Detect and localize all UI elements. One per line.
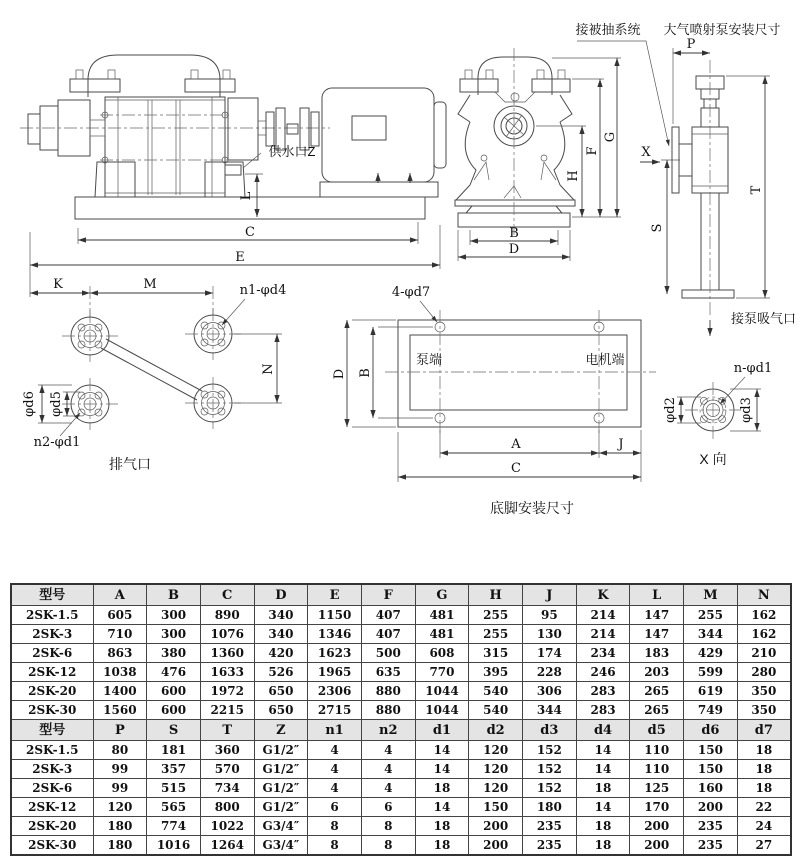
value-cell: 500 xyxy=(361,644,415,663)
value-cell: 650 xyxy=(254,682,308,701)
value-cell: 120 xyxy=(469,760,523,779)
pump-end-label: 泵端 xyxy=(415,352,443,367)
table-header-cell: d3 xyxy=(523,720,577,741)
model-cell: 2SK-1.5 xyxy=(11,741,93,760)
value-cell: 395 xyxy=(469,663,523,682)
value-cell: 1560 xyxy=(93,701,147,720)
table-row xyxy=(11,663,791,682)
value-cell: 476 xyxy=(147,663,201,682)
value-cell: 18 xyxy=(415,836,469,856)
table-header-cell: d5 xyxy=(630,720,684,741)
table-header-cell: Z xyxy=(254,720,308,741)
base-plate-view xyxy=(332,285,656,516)
value-cell: 150 xyxy=(684,741,738,760)
value-cell: 200 xyxy=(469,817,523,836)
table-row xyxy=(11,817,791,836)
model-cell: 2SK-20 xyxy=(11,682,93,701)
value-cell: 429 xyxy=(684,644,738,663)
hole-label-n-d1: n-φd1 xyxy=(733,361,773,376)
value-cell: 2215 xyxy=(200,701,254,720)
dim-d2-label: φd2 xyxy=(663,397,678,423)
model-cell: 2SK-12 xyxy=(11,663,93,682)
dim-N-label: N xyxy=(261,363,276,375)
value-cell: 27 xyxy=(737,836,791,856)
value-cell: 214 xyxy=(576,625,630,644)
value-cell: 18 xyxy=(737,779,791,798)
value-cell: 160 xyxy=(684,779,738,798)
table-row xyxy=(11,682,791,701)
value-cell: 1038 xyxy=(93,663,147,682)
value-cell: 4 xyxy=(361,741,415,760)
value-cell: 181 xyxy=(147,741,201,760)
table-header-cell: d7 xyxy=(737,720,791,741)
value-cell: 18 xyxy=(576,817,630,836)
table-header-cell: 型号 xyxy=(11,584,93,606)
dim-M-label: M xyxy=(143,277,157,292)
value-cell: 1016 xyxy=(147,836,201,856)
dimension-table xyxy=(10,583,792,856)
table-header-cell: F xyxy=(361,584,415,606)
dim-C-base-label: C xyxy=(511,461,521,476)
value-cell: 4 xyxy=(361,760,415,779)
value-cell: 162 xyxy=(737,625,791,644)
value-cell: 360 xyxy=(200,741,254,760)
value-cell: 1022 xyxy=(200,817,254,836)
value-cell: 234 xyxy=(576,644,630,663)
value-cell: 540 xyxy=(469,701,523,720)
table-header-row xyxy=(11,584,791,606)
table-header-cell: T xyxy=(200,720,254,741)
value-cell: 1633 xyxy=(200,663,254,682)
dim-B-front-label: B xyxy=(509,226,519,241)
dim-J-label: J xyxy=(618,437,624,452)
value-cell: 80 xyxy=(93,741,147,760)
value-cell: 18 xyxy=(415,817,469,836)
value-cell: 315 xyxy=(469,644,523,663)
value-cell: 214 xyxy=(576,606,630,625)
value-cell: 635 xyxy=(361,663,415,682)
value-cell: 120 xyxy=(469,741,523,760)
table-header-cell: d2 xyxy=(469,720,523,741)
value-cell: 800 xyxy=(200,798,254,817)
exhaust-port-caption: 排气口 xyxy=(109,456,151,472)
value-cell: 235 xyxy=(684,836,738,856)
value-cell: 350 xyxy=(737,682,791,701)
table-header-cell: G xyxy=(415,584,469,606)
value-cell: 600 xyxy=(147,701,201,720)
value-cell: 4 xyxy=(308,760,362,779)
table-header-cell: S xyxy=(147,720,201,741)
table-row xyxy=(11,836,791,856)
value-cell: 300 xyxy=(147,625,201,644)
x-direction-view xyxy=(663,361,772,467)
value-cell: 8 xyxy=(361,836,415,856)
jet-pump-title: 大气喷射泵安装尺寸 xyxy=(663,22,781,37)
hole-label-4-d7: 4-φd7 xyxy=(391,285,431,300)
value-cell: 619 xyxy=(684,682,738,701)
model-cell: 2SK-6 xyxy=(11,644,93,663)
x-view-caption: X 向 xyxy=(699,451,727,467)
table-row xyxy=(11,625,791,644)
table-header-cell: C xyxy=(200,584,254,606)
table-header-cell: L xyxy=(630,584,684,606)
table-header-cell: D xyxy=(254,584,308,606)
value-cell: 880 xyxy=(361,682,415,701)
dim-L-label: L xyxy=(239,191,254,201)
value-cell: 14 xyxy=(576,760,630,779)
value-cell: 1965 xyxy=(308,663,362,682)
value-cell: 150 xyxy=(684,760,738,779)
value-cell: 228 xyxy=(523,663,577,682)
value-cell: 152 xyxy=(523,779,577,798)
value-cell: 600 xyxy=(147,682,201,701)
value-cell: 120 xyxy=(469,779,523,798)
value-cell: G1/2″ xyxy=(254,798,308,817)
dim-d6-label: φd6 xyxy=(22,391,37,417)
dim-A-label: A xyxy=(511,437,521,452)
value-cell: 210 xyxy=(737,644,791,663)
value-cell: 99 xyxy=(93,779,147,798)
value-cell: 14 xyxy=(576,798,630,817)
value-cell: 203 xyxy=(630,663,684,682)
pump-suction-note: 接泵吸气口 xyxy=(730,311,796,326)
value-cell: 357 xyxy=(147,760,201,779)
table-header-cell: E xyxy=(308,584,362,606)
value-cell: 710 xyxy=(93,625,147,644)
value-cell: 1076 xyxy=(200,625,254,644)
value-cell: 420 xyxy=(254,644,308,663)
value-cell: 180 xyxy=(523,798,577,817)
value-cell: 120 xyxy=(93,798,147,817)
value-cell: 340 xyxy=(254,606,308,625)
value-cell: 1360 xyxy=(200,644,254,663)
table-row xyxy=(11,798,791,817)
value-cell: 863 xyxy=(93,644,147,663)
model-cell: 2SK-30 xyxy=(11,836,93,856)
dim-B-base-label: B xyxy=(358,368,373,378)
table-header-cell: B xyxy=(147,584,201,606)
value-cell: G3/4″ xyxy=(254,836,308,856)
table-header-cell: M xyxy=(684,584,738,606)
table-row xyxy=(11,644,791,663)
value-cell: 880 xyxy=(361,701,415,720)
value-cell: 6 xyxy=(361,798,415,817)
value-cell: 1044 xyxy=(415,701,469,720)
value-cell: 407 xyxy=(361,625,415,644)
pump-front-view xyxy=(455,48,621,261)
value-cell: 14 xyxy=(576,741,630,760)
value-cell: 599 xyxy=(684,663,738,682)
value-cell: 18 xyxy=(576,836,630,856)
value-cell: 774 xyxy=(147,817,201,836)
model-cell: 2SK-6 xyxy=(11,779,93,798)
value-cell: 283 xyxy=(576,682,630,701)
dim-K-label: K xyxy=(53,277,63,292)
value-cell: 749 xyxy=(684,701,738,720)
value-cell: G1/2″ xyxy=(254,760,308,779)
value-cell: 340 xyxy=(254,625,308,644)
value-cell: 6 xyxy=(308,798,362,817)
value-cell: 110 xyxy=(630,760,684,779)
table-row xyxy=(11,760,791,779)
value-cell: 147 xyxy=(630,606,684,625)
model-cell: 2SK-30 xyxy=(11,701,93,720)
value-cell: 200 xyxy=(469,836,523,856)
value-cell: 4 xyxy=(361,779,415,798)
value-cell: 8 xyxy=(361,817,415,836)
table-header-cell: A xyxy=(93,584,147,606)
value-cell: 8 xyxy=(308,836,362,856)
dim-G-label: G xyxy=(603,131,618,143)
value-cell: 1972 xyxy=(200,682,254,701)
value-cell: 170 xyxy=(630,798,684,817)
value-cell: 235 xyxy=(684,817,738,836)
table-header-row xyxy=(11,720,791,741)
model-cell: 2SK-1.5 xyxy=(11,606,93,625)
dim-P-label: P xyxy=(686,37,696,52)
value-cell: 605 xyxy=(93,606,147,625)
value-cell: 2306 xyxy=(308,682,362,701)
hole-label-n1-d4: n1-φd4 xyxy=(239,283,287,298)
value-cell: G3/4″ xyxy=(254,817,308,836)
water-supply-port-label: 供水口Z xyxy=(268,144,316,159)
table-header-cell: 型号 xyxy=(11,720,93,741)
value-cell: 526 xyxy=(254,663,308,682)
value-cell: 152 xyxy=(523,760,577,779)
table-header-cell: N xyxy=(737,584,791,606)
dim-T-label: T xyxy=(749,185,764,195)
value-cell: 18 xyxy=(737,741,791,760)
value-cell: 174 xyxy=(523,644,577,663)
value-cell: 1346 xyxy=(308,625,362,644)
value-cell: 540 xyxy=(469,682,523,701)
value-cell: 200 xyxy=(630,817,684,836)
table-header-cell: d6 xyxy=(684,720,738,741)
value-cell: 650 xyxy=(254,701,308,720)
value-cell: 235 xyxy=(523,836,577,856)
model-cell: 2SK-3 xyxy=(11,760,93,779)
table-header-cell: d1 xyxy=(415,720,469,741)
table-header-cell: J xyxy=(523,584,577,606)
jet-pump-view xyxy=(575,22,796,336)
value-cell: 152 xyxy=(523,741,577,760)
value-cell: 890 xyxy=(200,606,254,625)
hole-label-n2-d1: n2-φd1 xyxy=(33,435,81,450)
value-cell: G1/2″ xyxy=(254,741,308,760)
value-cell: 18 xyxy=(415,779,469,798)
value-cell: 14 xyxy=(415,798,469,817)
value-cell: 734 xyxy=(200,779,254,798)
value-cell: 95 xyxy=(523,606,577,625)
value-cell: 265 xyxy=(630,682,684,701)
value-cell: 183 xyxy=(630,644,684,663)
value-cell: 200 xyxy=(630,836,684,856)
value-cell: 1150 xyxy=(308,606,362,625)
value-cell: 110 xyxy=(630,741,684,760)
value-cell: 565 xyxy=(147,798,201,817)
value-cell: 14 xyxy=(415,760,469,779)
base-mounting-caption: 底脚安装尺寸 xyxy=(490,500,574,516)
pump-side-view xyxy=(20,55,446,297)
value-cell: 99 xyxy=(93,760,147,779)
value-cell: 515 xyxy=(147,779,201,798)
value-cell: 1400 xyxy=(93,682,147,701)
value-cell: 283 xyxy=(576,701,630,720)
value-cell: 255 xyxy=(469,606,523,625)
table-header-cell: P xyxy=(93,720,147,741)
value-cell: 150 xyxy=(469,798,523,817)
value-cell: 481 xyxy=(415,606,469,625)
value-cell: 180 xyxy=(93,836,147,856)
value-cell: 481 xyxy=(415,625,469,644)
dim-D-base-label: D xyxy=(332,368,347,380)
dim-d3-label: φd3 xyxy=(739,397,754,423)
dim-F-label: F xyxy=(585,146,600,156)
value-cell: 1264 xyxy=(200,836,254,856)
dim-C-label: C xyxy=(245,225,255,240)
value-cell: 2715 xyxy=(308,701,362,720)
value-cell: 4 xyxy=(308,779,362,798)
value-cell: 1044 xyxy=(415,682,469,701)
exhaust-flange-view xyxy=(22,277,286,472)
dim-X-label: X xyxy=(641,145,651,160)
value-cell: 180 xyxy=(93,817,147,836)
value-cell: 18 xyxy=(576,779,630,798)
value-cell: 200 xyxy=(684,798,738,817)
value-cell: 344 xyxy=(684,625,738,644)
value-cell: G1/2″ xyxy=(254,779,308,798)
model-cell: 2SK-20 xyxy=(11,817,93,836)
dim-E-label: E xyxy=(235,250,245,265)
value-cell: 235 xyxy=(523,817,577,836)
dim-d5-label: φd5 xyxy=(49,391,64,417)
table-header-cell: H xyxy=(469,584,523,606)
dim-H-label: H xyxy=(566,170,581,182)
value-cell: 14 xyxy=(415,741,469,760)
value-cell: 22 xyxy=(737,798,791,817)
model-cell: 2SK-3 xyxy=(11,625,93,644)
value-cell: 4 xyxy=(308,741,362,760)
value-cell: 570 xyxy=(200,760,254,779)
value-cell: 147 xyxy=(630,625,684,644)
table-header-cell: d4 xyxy=(576,720,630,741)
value-cell: 24 xyxy=(737,817,791,836)
value-cell: 130 xyxy=(523,625,577,644)
value-cell: 8 xyxy=(308,817,362,836)
value-cell: 255 xyxy=(684,606,738,625)
value-cell: 306 xyxy=(523,682,577,701)
value-cell: 246 xyxy=(576,663,630,682)
value-cell: 18 xyxy=(737,760,791,779)
connect-system-note: 接被抽系统 xyxy=(575,22,641,37)
value-cell: 380 xyxy=(147,644,201,663)
table-row xyxy=(11,701,791,720)
value-cell: 162 xyxy=(737,606,791,625)
table-row xyxy=(11,741,791,760)
value-cell: 1623 xyxy=(308,644,362,663)
model-cell: 2SK-12 xyxy=(11,798,93,817)
table-header-cell: n2 xyxy=(361,720,415,741)
value-cell: 255 xyxy=(469,625,523,644)
value-cell: 407 xyxy=(361,606,415,625)
dim-S-label: S xyxy=(650,223,665,233)
value-cell: 344 xyxy=(523,701,577,720)
value-cell: 300 xyxy=(147,606,201,625)
table-header-cell: K xyxy=(576,584,630,606)
value-cell: 280 xyxy=(737,663,791,682)
dim-D-front-label: D xyxy=(508,242,520,257)
value-cell: 350 xyxy=(737,701,791,720)
table-row xyxy=(11,779,791,798)
value-cell: 608 xyxy=(415,644,469,663)
value-cell: 265 xyxy=(630,701,684,720)
value-cell: 125 xyxy=(630,779,684,798)
table-header-cell: n1 xyxy=(308,720,362,741)
value-cell: 770 xyxy=(415,663,469,682)
table-row xyxy=(11,606,791,625)
motor-end-label: 电机端 xyxy=(585,352,625,367)
